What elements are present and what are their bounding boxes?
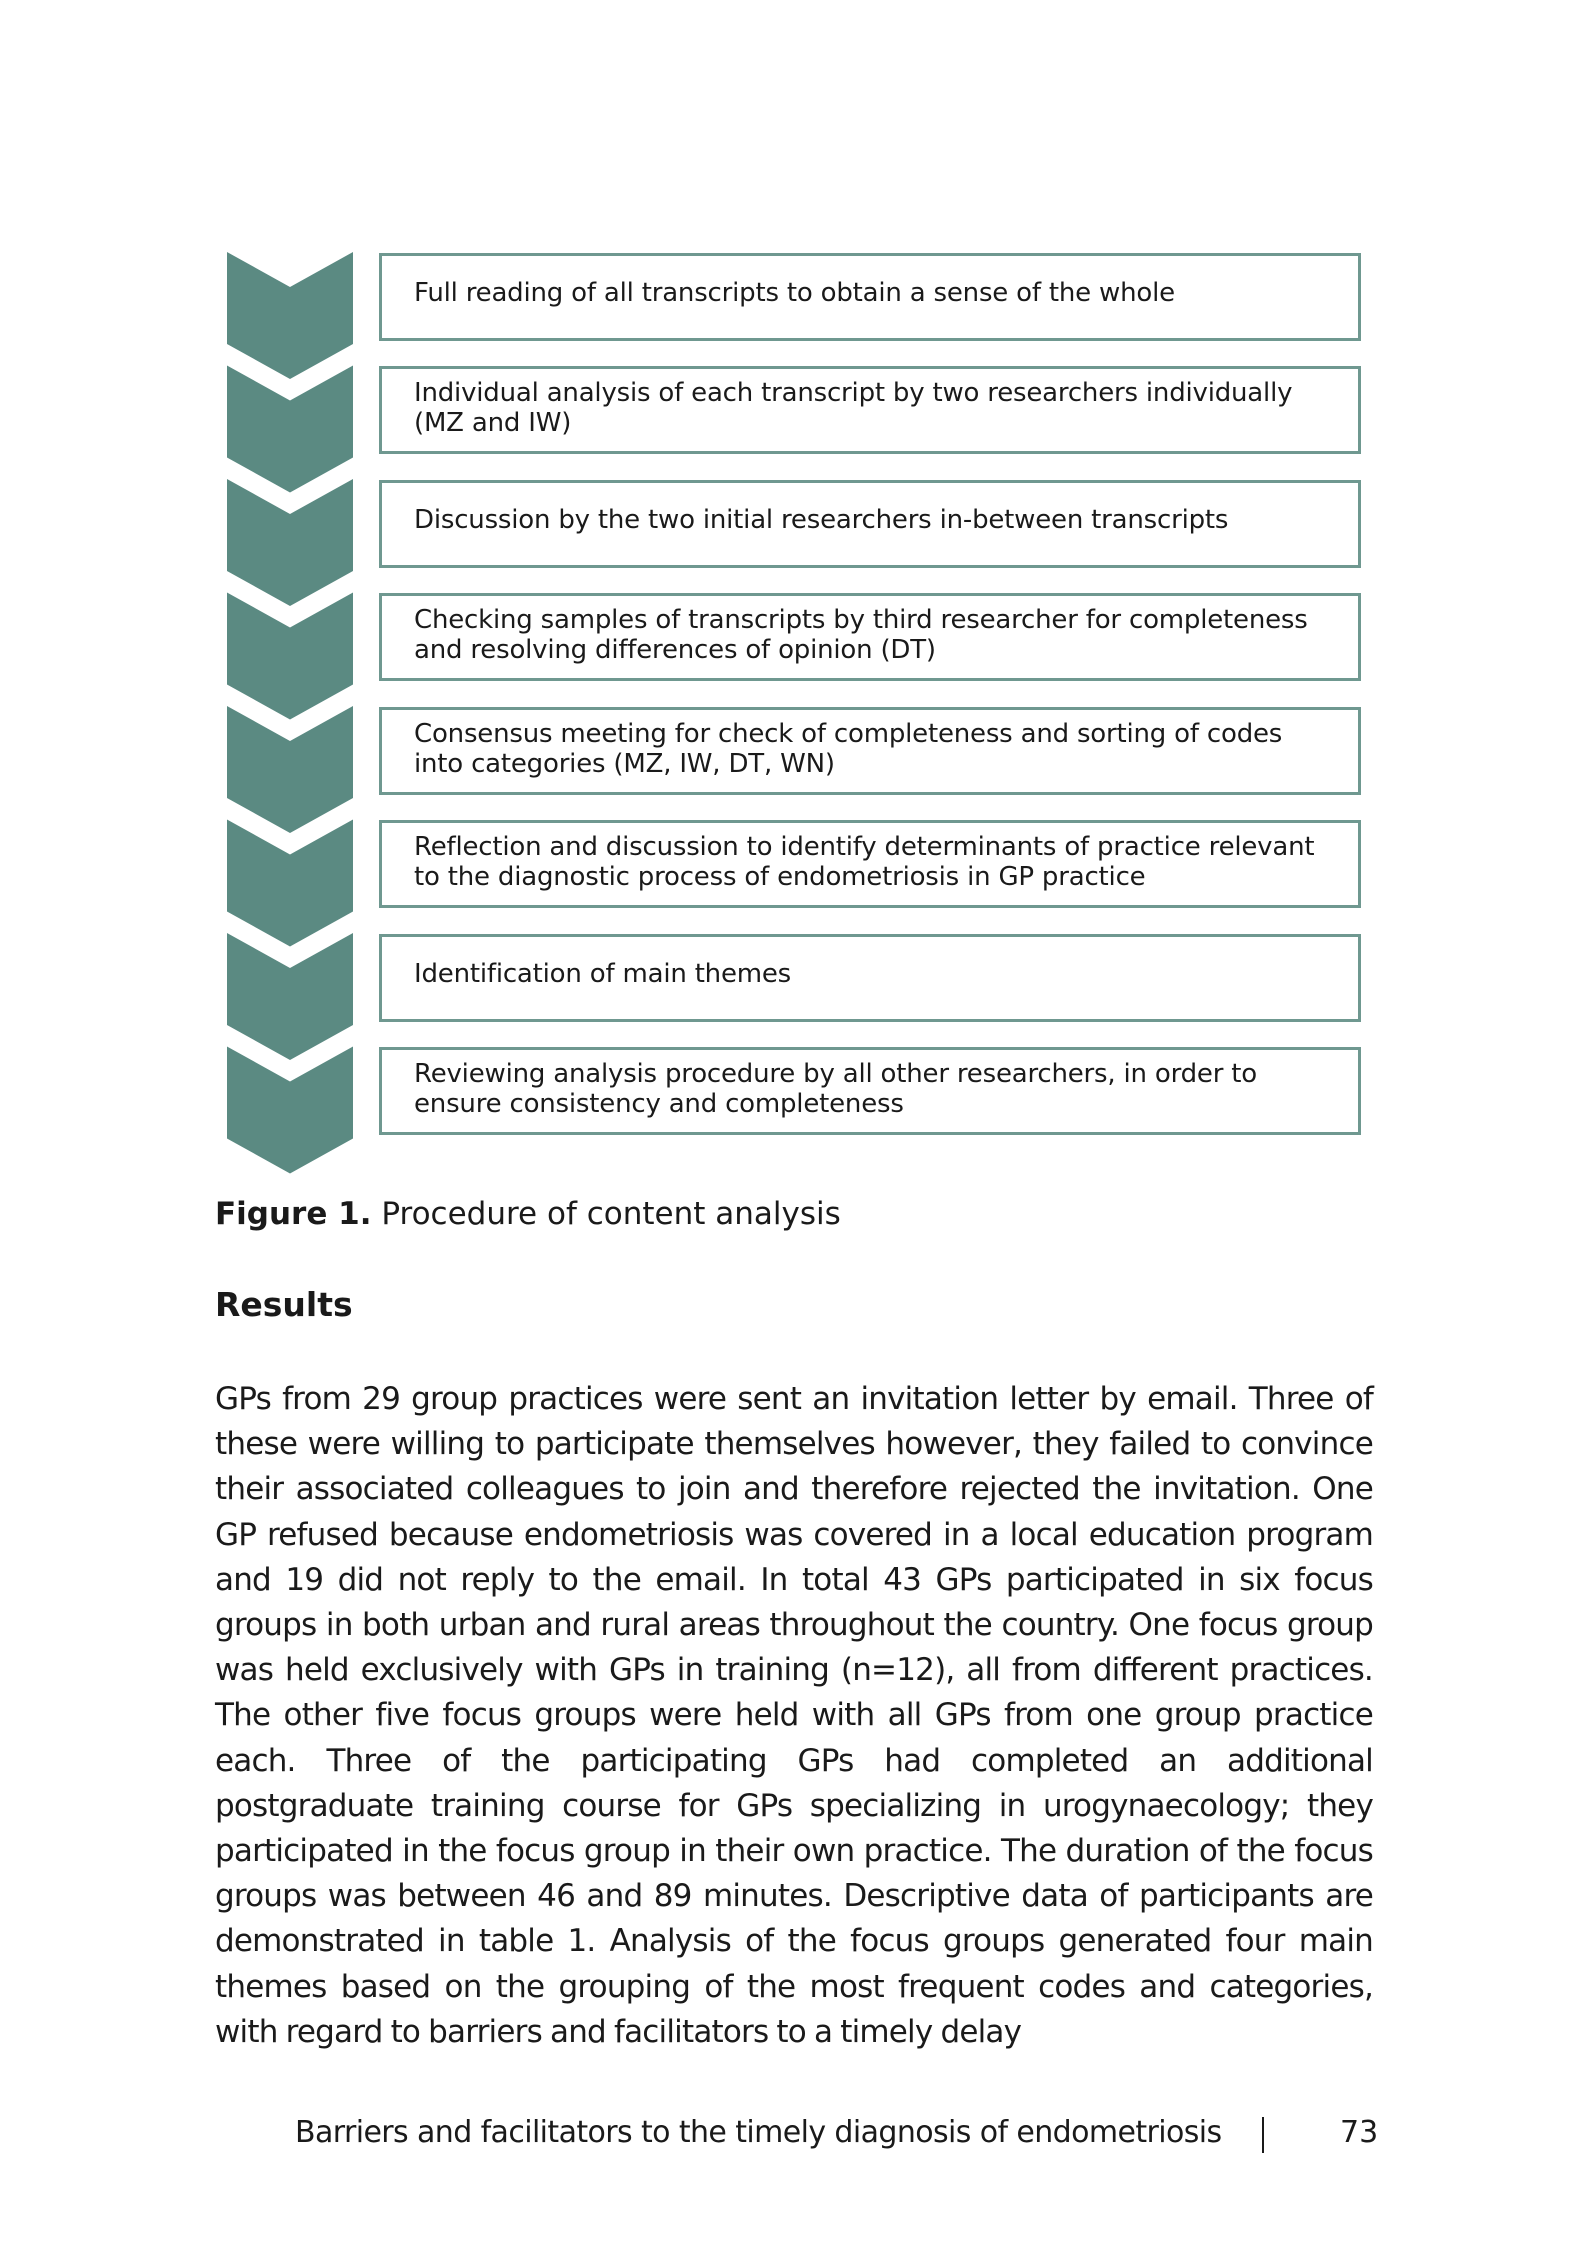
step-text-5: Consensus meeting for check of completeness and sorting of codes into categories (MZ, IW, DT, WN) xyxy=(414,719,1283,779)
running-title: Barriers and facilitators to the timely diagnosis of endometriosis xyxy=(295,2115,1222,2150)
figure-caption xyxy=(215,1196,841,1232)
step-text-8: Reviewing analysis procedure by all other researchers, in order to ensure consistency and completeness xyxy=(414,1059,1257,1119)
step-box-8 xyxy=(379,1047,1361,1135)
chevron-down-icon xyxy=(227,479,353,606)
step-box-3 xyxy=(379,480,1361,568)
step-box-4 xyxy=(379,593,1361,681)
step-box-5 xyxy=(379,707,1361,795)
chevron-down-icon xyxy=(227,593,353,720)
page-footer xyxy=(0,2115,1586,2155)
figure-caption-text: Procedure of content analysis xyxy=(371,1196,841,1232)
step-text-6: Reflection and discussion to identify determinants of practice relevant to the diagnostic process of endometriosis in GP practice xyxy=(414,832,1315,892)
chevron-down-icon xyxy=(227,820,353,947)
step-text-3: Discussion by the two initial researchers in-between transcripts xyxy=(414,505,1229,535)
chevron-down-icon xyxy=(227,252,353,379)
step-box-2 xyxy=(379,366,1361,454)
step-box-6 xyxy=(379,820,1361,908)
body-paragraph: GPs from 29 group practices were sent an invitation letter by email. Three of these were willing to participate themselves however, they failed to convince their associated colleagues to join and therefore rejected the invitation. One GP refused because endometriosis was covered in a local education program and 19 did not reply to the email. In total 43 GPs participated in six focus groups in both urban and rural areas throughout the country. One focus group was held exclusively with GPs in training (n=12), all from different practices. The other five focus groups were held with all GPs from one group practice each. Three of the participating GPs had completed an additional postgraduate training course for GPs specializing in urogynaecology; they participated in the focus group in their own practice. The duration of the focus groups was between 46 and 89 minutes. Descriptive data of participants are demonstrated in table 1. Analysis of the focus groups generated four main themes based on the grouping of the most frequent codes and categories, with regard to barriers and facilitators to a timely delay xyxy=(215,1381,1373,2050)
step-text-7: Identification of main themes xyxy=(414,959,792,989)
section-heading: Results xyxy=(215,1285,353,1324)
figure-caption-label: Figure 1. xyxy=(215,1196,372,1232)
chevron-down-icon xyxy=(227,706,353,833)
page-number: 73 xyxy=(1340,2115,1379,2150)
chevron-down-icon xyxy=(227,1047,353,1174)
step-box-1 xyxy=(379,253,1361,341)
step-box-7 xyxy=(379,934,1361,1022)
step-text-2: Individual analysis of each transcript by two researchers individually (MZ and IW) xyxy=(414,378,1293,438)
footer-separator xyxy=(1262,2117,1264,2153)
chevron-down-icon xyxy=(227,933,353,1060)
step-text-4: Checking samples of transcripts by third researcher for completeness and resolving differences of opinion (DT) xyxy=(414,605,1308,665)
chevron-down-icon xyxy=(227,366,353,493)
step-text-1: Full reading of all transcripts to obtain a sense of the whole xyxy=(414,278,1175,308)
